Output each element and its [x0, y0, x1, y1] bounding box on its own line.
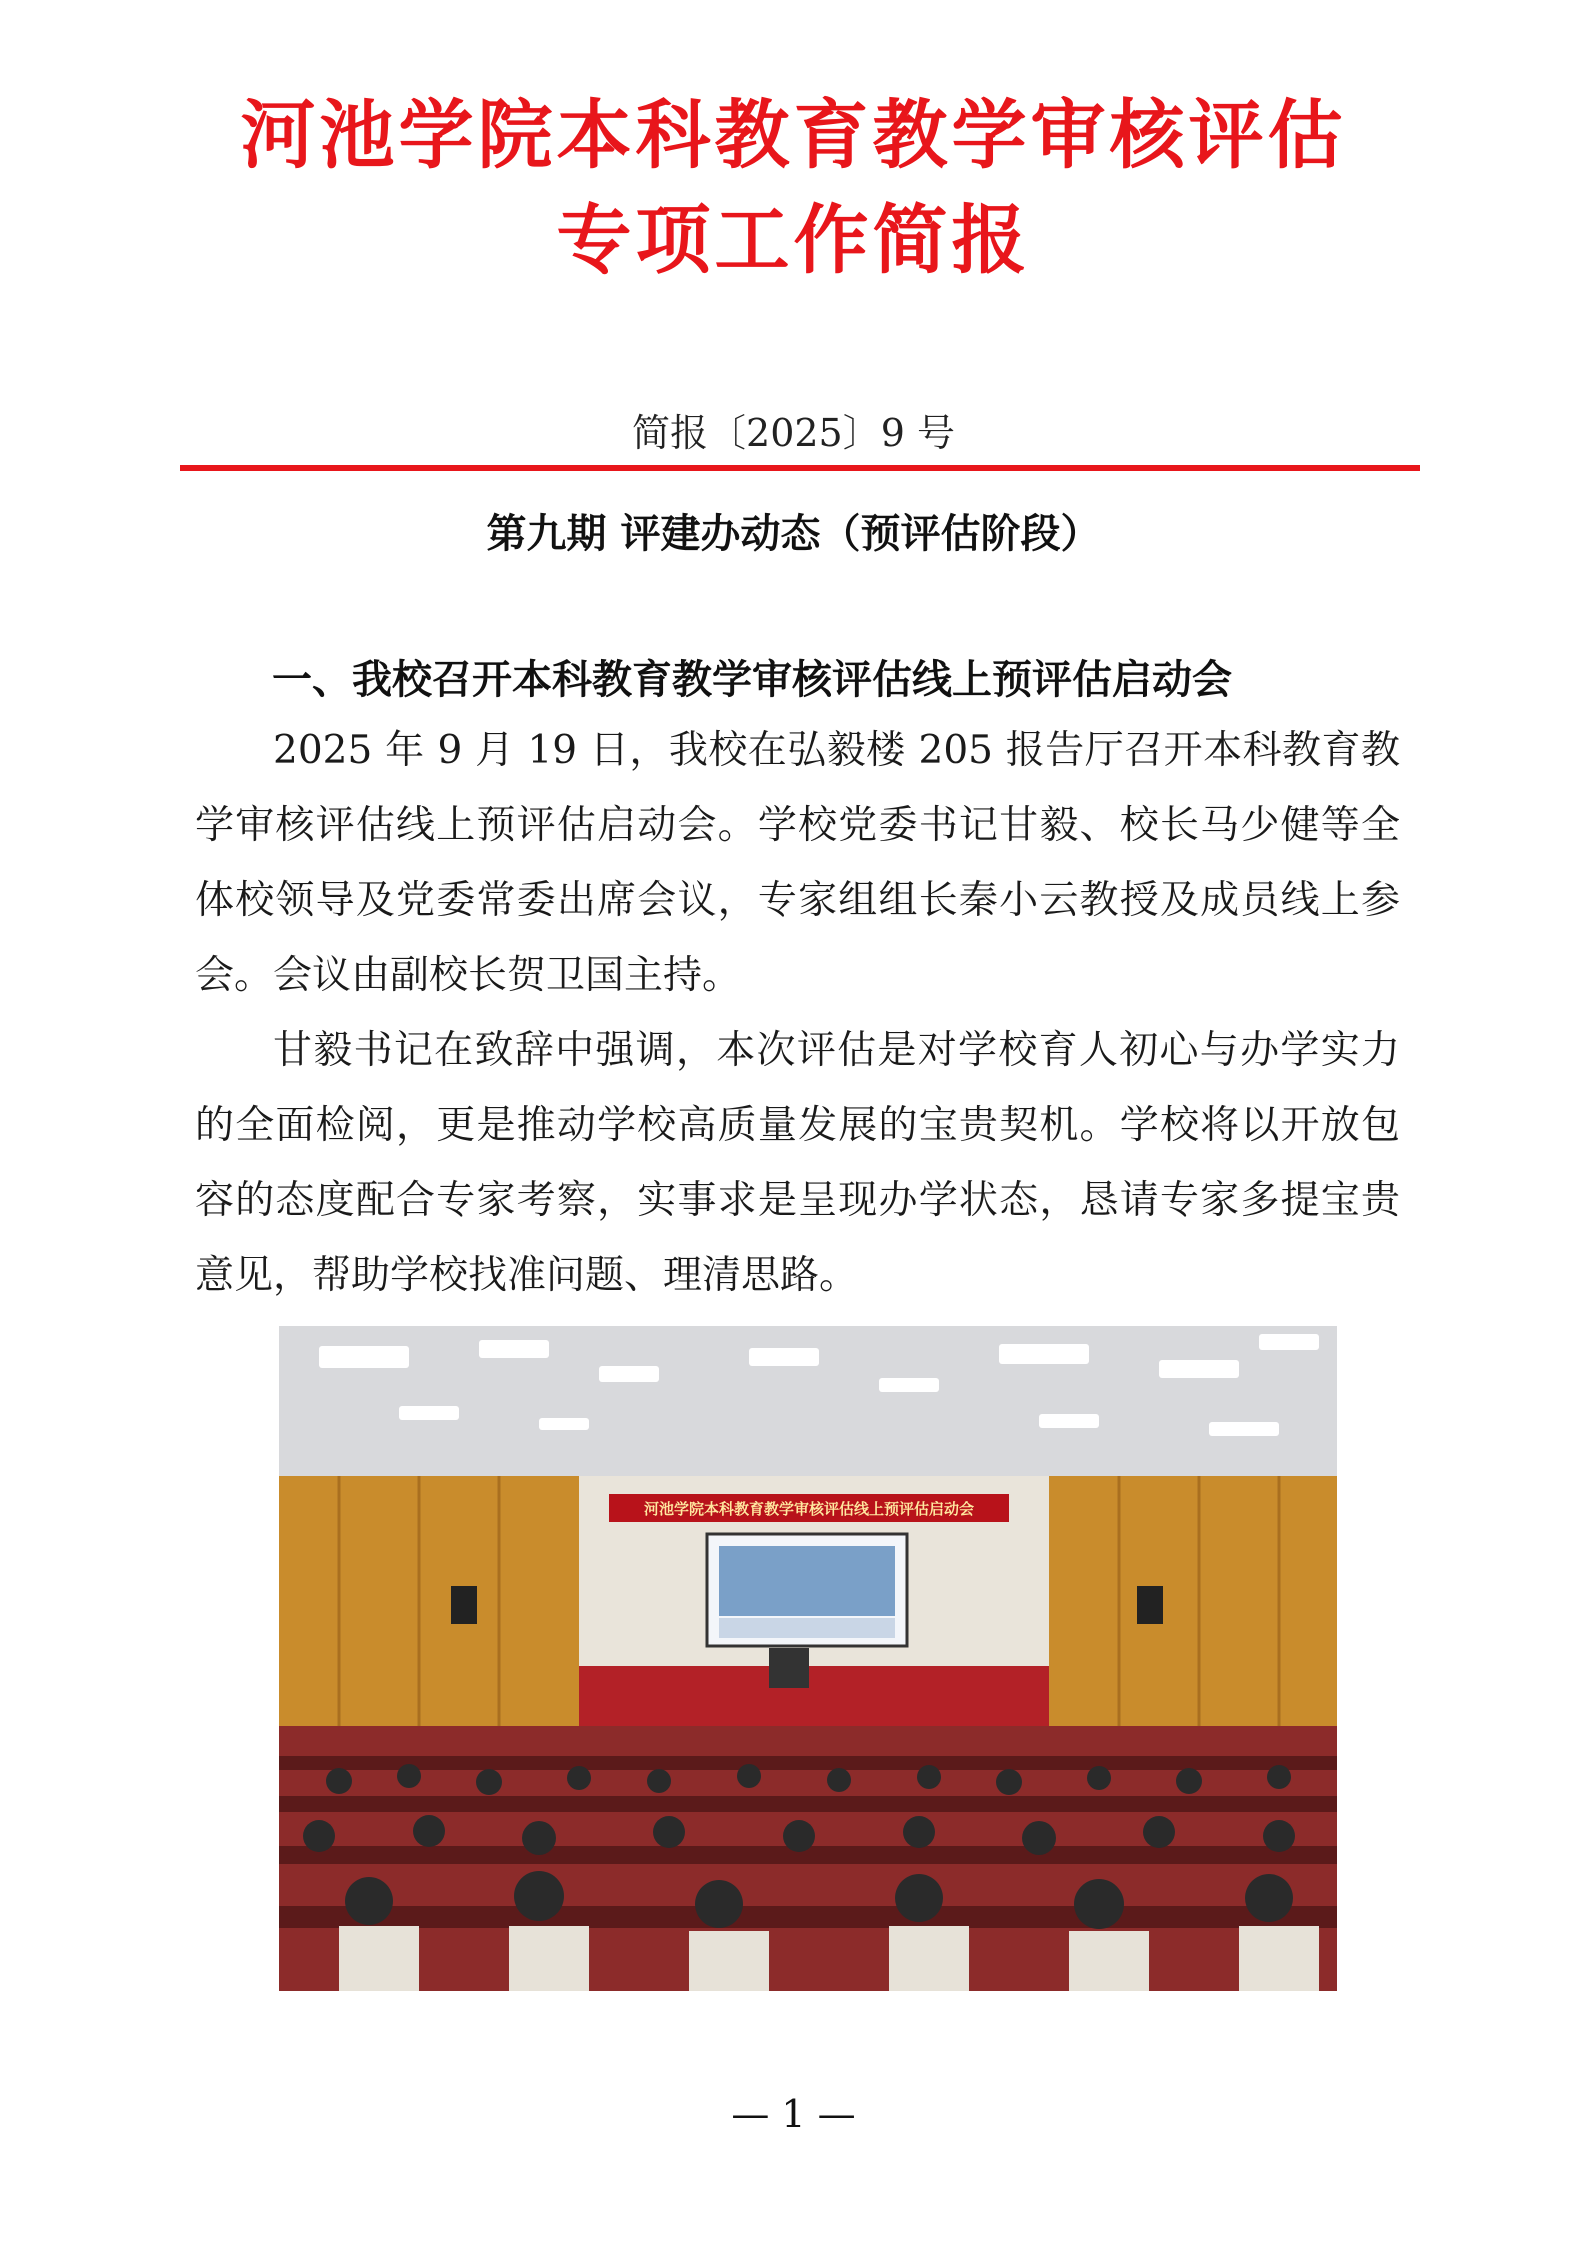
period-title: 第九期 评建办动态（预评估阶段）	[486, 510, 1101, 557]
meeting-photo	[279, 1326, 1337, 1991]
masthead-title-line2: 专项工作简报	[556, 196, 1031, 284]
body-paragraph-1: 2025 年 9 月 19 日，我校在弘毅楼 205 报告厅召开本科教育教学审核评估线上预评估启动会。学校党委书记甘毅、校长马少健等全体校领导及党委常委出席会议，专家组组长秦小云教授及成员线上参会。会议由副校长贺卫国主持。	[195, 728, 1400, 998]
issue-number: 简报〔2025〕9 号	[632, 411, 955, 455]
red-divider-rule	[180, 465, 1420, 471]
photo-banner-text: 河池学院本科教育教学审核评估线上预评估启动会	[643, 1500, 975, 1518]
section-heading: 一、我校召开本科教育教学审核评估线上预评估启动会	[272, 657, 1232, 703]
masthead-title-line1: 河池学院本科教育教学审核评估	[240, 91, 1347, 179]
body-paragraph-2: 甘毅书记在致辞中强调，本次评估是对学校育人初心与办学实力的全面检阅，更是推动学校高质量发展的宝贵契机。学校将以开放包容的态度配合专家考察，实事求是呈现办学状态，恳请专家多提宝贵意见，帮助学校找准问题、理清思路。	[195, 1028, 1400, 1298]
page-number: — 1 —	[731, 2092, 856, 2136]
